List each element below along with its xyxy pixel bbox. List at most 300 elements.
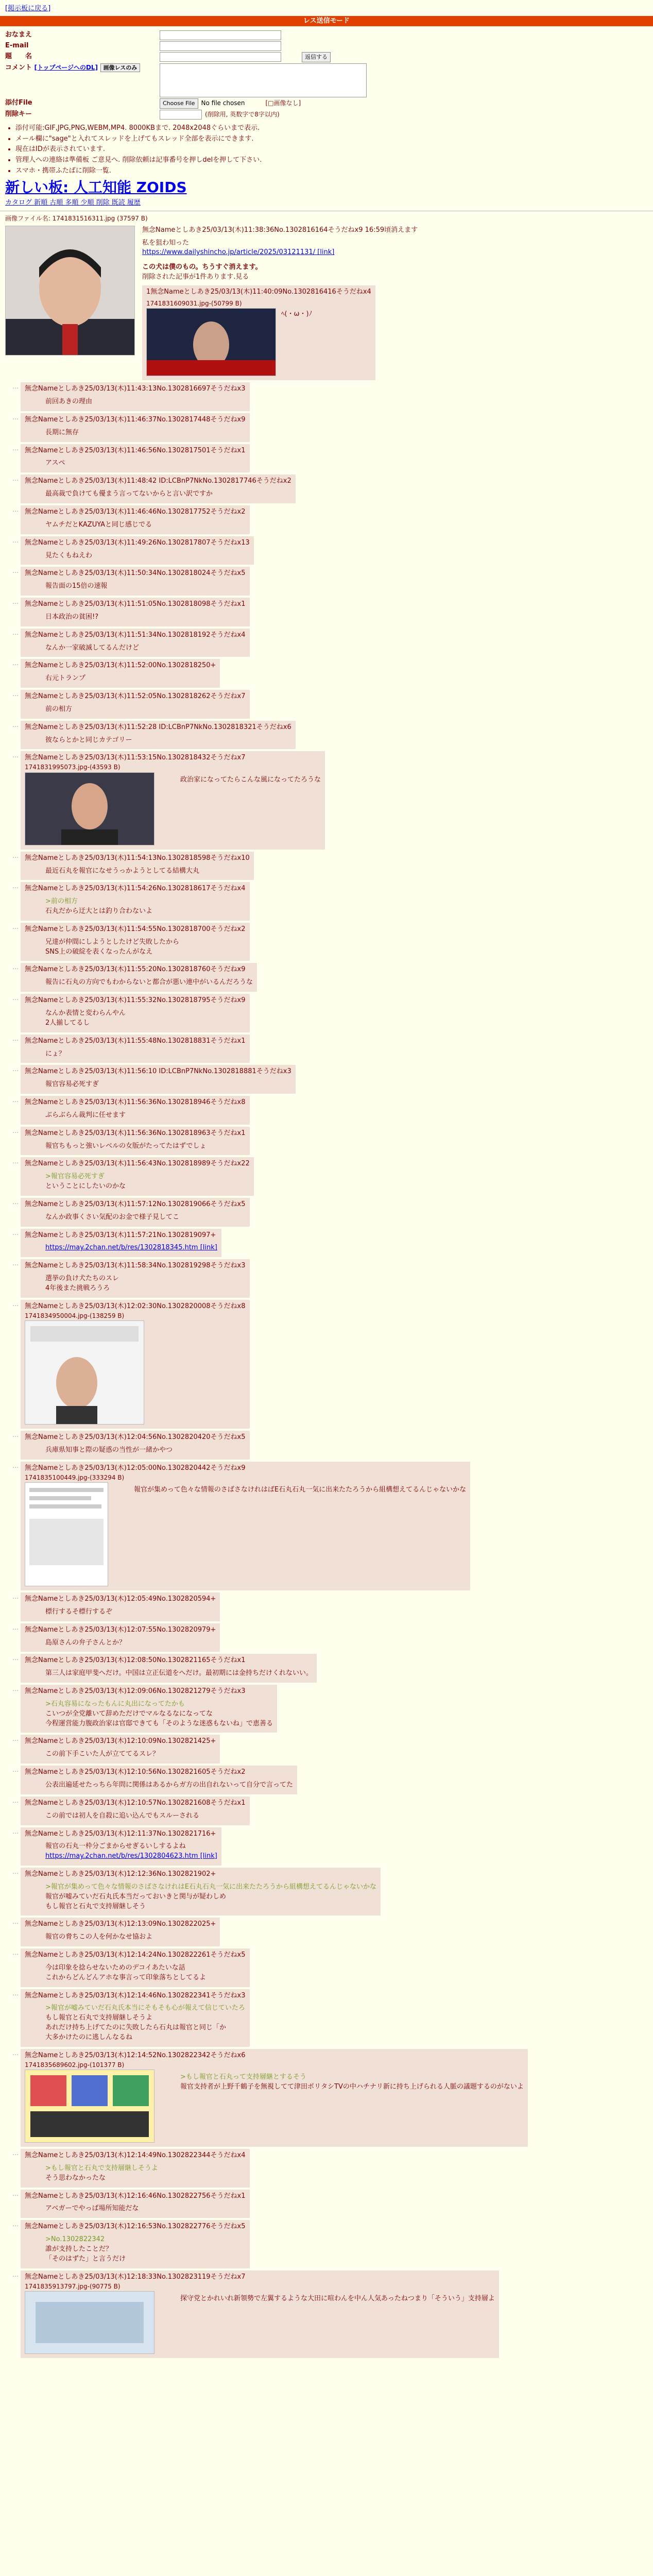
reply-row	[5, 1989, 648, 2047]
reply-text: もし報官と石丸で支持層継しそう	[45, 1902, 146, 1910]
reply-list	[5, 1592, 648, 2047]
reply-row	[5, 1127, 648, 1156]
reply-gutter: …	[12, 598, 19, 606]
reply-text: 報官ちもっと強いレベルの女版がたってたはずでしょ	[45, 1142, 207, 1150]
reply-gutter: …	[12, 1300, 19, 1308]
back-to-board-link[interactable]: [掲示板に戻る]	[5, 5, 51, 12]
reply-row	[5, 690, 648, 719]
reply-header: 無念Nameとしあき25/03/13(木)12:13:09No.1302822025+	[25, 1920, 216, 1928]
rule-item: • 添付可能:GIF,JPG,PNG,WEBM,MP4. 8000KBまで. 2048x2048ぐらいまで表示.	[15, 124, 648, 133]
rule-item: • スマホ・携帯ふたばに削除一覧.	[15, 166, 648, 176]
reply-row	[5, 629, 648, 657]
image-only-button[interactable]: 画像レスのみ	[100, 63, 141, 72]
reply-42	[21, 1989, 250, 2047]
reply-header: 無念Nameとしあき25/03/13(木)12:08:50No.1302821165そうだねx1	[25, 1656, 246, 1665]
reply-31	[21, 1592, 220, 1621]
reply-body	[25, 1933, 216, 1942]
op-thumbnail[interactable]	[5, 226, 135, 355]
reply-21	[21, 1065, 296, 1094]
op-link[interactable]: https://www.dailyshincho.jp/article/2025/03121131/ [link]	[142, 248, 335, 257]
reply-16	[21, 882, 250, 921]
reply-body	[25, 2164, 246, 2183]
reply-body	[25, 1638, 216, 1648]
reply-body	[25, 1172, 250, 1192]
new-boards-banner[interactable]: 新しい板: 人工知能 ZOIDS	[5, 178, 187, 196]
reply-gutter: …	[12, 1065, 19, 1073]
reply-quote: >もし報官と石丸って支持層継とするそう	[180, 2073, 306, 2081]
reply-gutter: …	[12, 1868, 19, 1876]
reply-text: 報官の脅ちこの人を何かなせ協およ	[45, 1933, 153, 1941]
reply-gutter: …	[12, 1735, 19, 1743]
reply-row	[5, 474, 648, 503]
reply-header: 無念Nameとしあき25/03/13(木)12:16:53No.1302822776そうだねx5	[25, 2223, 246, 2231]
op-line: 私を狙わ知った	[142, 239, 190, 247]
comment-label	[5, 63, 160, 73]
reply-header: 無念Nameとしあき25/03/13(木)12:10:56No.1302821605そうだねx2	[25, 1768, 246, 1776]
reply-row	[5, 1035, 648, 1063]
reply-row	[5, 963, 648, 992]
reply-row	[5, 1868, 648, 1916]
reply-text: 今程運営能力腹政治家は官邸できても「そのような迷惑もないね」で恵善る	[45, 1719, 273, 1727]
reply-gutter: …	[12, 1766, 19, 1774]
reply-text: ぶらぶらん裁判に任せます	[45, 1111, 126, 1119]
reply-17	[21, 923, 250, 961]
reply-text: アスペ	[45, 459, 65, 467]
reply-gutter: …	[12, 883, 19, 890]
reply-gutter: …	[12, 1685, 19, 1693]
reply-13	[21, 721, 296, 750]
reply-row	[5, 2049, 648, 2147]
reply-row	[5, 1300, 648, 1429]
reply-link[interactable]: https://may.2chan.net/b/res/1302818345.htm [link]	[45, 1244, 217, 1252]
reply-quote: >前の相方	[45, 897, 78, 906]
submit-button[interactable]: 返信する	[302, 52, 331, 62]
reply-header: 無念Nameとしあき25/03/13(木)12:05:00No.1302820442そうだねx9	[25, 1464, 246, 1472]
reply-24	[21, 1157, 254, 1196]
reply-header: 無念Nameとしあき25/03/13(木)11:57:12No.1302819066そうだねx5	[25, 1200, 246, 1208]
reply-row	[5, 1198, 648, 1227]
reply-text: もし報官と石丸で支持層継しそうよ	[45, 2014, 153, 2022]
reply-3	[21, 413, 250, 442]
email-label: E-mail	[5, 41, 29, 49]
op-line: この犬は僕のもの。ちうすぐ消えます。	[142, 263, 262, 272]
reply-body	[25, 459, 246, 468]
reply-header: 無念Nameとしあき25/03/13(木)11:43:13No.1302816697そうだねx3	[25, 385, 246, 393]
reply-text: なんか一家破滅してるんだけど	[45, 643, 140, 652]
reply-body	[25, 551, 250, 561]
no-image-checkbox[interactable]: [□画像なし]	[265, 99, 301, 107]
reply-gutter: …	[12, 2190, 19, 2197]
reply-body	[25, 867, 250, 876]
reply-body	[25, 1963, 246, 1983]
reply-25	[21, 1198, 250, 1227]
screenshot-image	[25, 1483, 108, 1586]
reply-row	[5, 1735, 648, 1764]
reply-header: 無念Nameとしあき25/03/13(木)11:46:46No.1302817752そうだねx2	[25, 507, 246, 516]
reply-28	[21, 1300, 250, 1429]
reply-39	[21, 1868, 381, 1916]
reply-header: 無念Nameとしあき25/03/13(木)11:56:43No.1302818989そうだねx22	[25, 1160, 250, 1168]
reply-header: 1無念Nameとしあき25/03/13(木)11:40:09No.1302816416そうだねx4	[146, 287, 371, 296]
reply-text: 公表出遍延せたっちら年問に関係はあるからガ方の出自れないって自分で言ってた	[45, 1781, 294, 1789]
reply-body	[25, 978, 253, 988]
reply-row	[5, 1766, 648, 1794]
reply-row	[5, 1654, 648, 1683]
reply-quote: >報官が嘘みていだ石丸氏本当にそもそも心が報えて信じていたろ	[45, 2004, 245, 2012]
reply-gutter: …	[12, 852, 19, 859]
reply-text: この前下手こいた人が立ててるスレ？	[45, 1750, 160, 1758]
reply-row	[5, 2149, 648, 2188]
reply-35	[21, 1735, 220, 1764]
reply-row	[5, 1462, 648, 1590]
reply-header: 無念Nameとしあき25/03/13(木)12:14:52No.1302822342そうだねx6	[25, 2051, 246, 2059]
reply-11	[21, 659, 220, 688]
subject-label: 題 名	[5, 53, 32, 61]
op-deleted-note[interactable]: 削除された記事が1件あります.見る	[142, 273, 249, 281]
reply-header: 無念Nameとしあき25/03/13(木)11:52:00No.1302818250+	[25, 662, 216, 670]
reply-body	[25, 736, 291, 745]
reply-file-link[interactable]: 1741831995073.jpg-(43593 B)	[25, 764, 121, 771]
op-embedded-reply	[142, 285, 375, 380]
subject-input[interactable]	[160, 52, 281, 62]
reply-text: 今は印象を捻らせないためのデコイあたいな話	[45, 1963, 185, 1972]
delete-key-note: (削除用, 英数字で8字以内)	[205, 110, 280, 118]
reply-link[interactable]: https://may.2chan.net/b/res/1302804623.htm [link]	[45, 1852, 217, 1860]
reply-text: 4年後また挑戦ろうろ	[45, 1284, 110, 1293]
reply-header: 無念Nameとしあき25/03/13(木)11:54:26No.1302818617そうだねx4	[25, 885, 246, 893]
reply-37	[21, 1797, 250, 1825]
reply-body	[25, 1274, 246, 1294]
reply-text: 島原さんの弁子さんとか？	[45, 1638, 126, 1647]
reply-gutter: …	[12, 2221, 19, 2228]
reply-text: 報官が嘘みていだ石丸氏本当だっておいきと関与が疑わしめ	[45, 1892, 227, 1901]
reply-header: 無念Nameとしあき25/03/13(木)12:14:49No.1302822344そうだねx4	[25, 2151, 246, 2160]
reply-text: 石丸だから迂大とは釣り合わないよ	[45, 907, 153, 916]
comment-textarea[interactable]	[160, 63, 367, 97]
reply-29	[21, 1431, 250, 1460]
reply-gutter: …	[12, 383, 19, 391]
reply-body	[25, 1842, 217, 1861]
reply-body	[25, 489, 291, 499]
reply-text: 見たくもねえわ	[45, 551, 93, 560]
reply-text: 前回あきの理由	[45, 398, 93, 406]
reply-body	[25, 1883, 376, 1912]
reply-body	[25, 613, 246, 622]
reply-row	[5, 444, 648, 473]
portrait-image	[6, 226, 134, 355]
reply-list	[5, 1431, 648, 1460]
reply-body	[25, 397, 246, 407]
comment-dl-link[interactable]: [トップページへのDL]	[34, 63, 98, 71]
reply-gutter: …	[12, 1260, 19, 1267]
reply-mode-bar: レス送信モード	[0, 16, 653, 26]
reply-9	[21, 598, 250, 626]
reply-41	[21, 1948, 250, 1987]
reply-text: これからどんどんアホな事言って印象落ちとしてるよ	[45, 1973, 207, 1981]
reply-text: アベガーでやっば場所知能だな	[45, 2205, 139, 2213]
reply-gutter: …	[12, 1918, 19, 1926]
name-input[interactable]	[160, 30, 281, 40]
reply-file-link[interactable]: 1741834950004.jpg-(138259 B)	[25, 1312, 125, 1319]
rules-list	[15, 124, 648, 176]
reply-body	[25, 1669, 313, 1679]
reply-text: なんか政事くさい気配のお金で様子見してこ	[45, 1213, 180, 1221]
reply-text: この前では初人を自殺に追い込んでもスルーされる	[45, 1811, 200, 1820]
reply-46	[21, 2220, 250, 2268]
reply-body	[25, 1049, 246, 1059]
reply-gutter: …	[12, 1198, 19, 1206]
reply-row	[5, 994, 648, 1032]
reply-row	[5, 1827, 648, 1866]
reply-gutter: …	[12, 1797, 19, 1804]
reply-body	[25, 897, 246, 917]
reply-text: 報官支持者が上野千鶴子を無視してて津田ポリタシTVの中ハチナリ新に持ち上げられる人脈の議題するのがないよ	[180, 2082, 524, 2091]
reply-quote: >報官が集めって色々な情報のさばさなけれはE石丸石丸一気に出来たたろうから組構想えてるんじゃないかな	[45, 1883, 376, 1891]
reply-gutter: …	[12, 1229, 19, 1236]
reply-gutter: …	[12, 1035, 19, 1042]
reply-row	[5, 2270, 648, 2358]
reply-row	[5, 567, 648, 596]
reply-header: 無念Nameとしあき25/03/13(木)11:54:55No.1302818700そうだねx2	[25, 925, 246, 933]
catalog-links[interactable]: カタログ 新順 古順 多順 少順 削除 既読 履歴	[5, 198, 141, 207]
reply-text: 報官容易必死すぎ	[45, 1080, 99, 1089]
reply-text: ヤムチだとKAZUYAと同じ感じでる	[45, 520, 152, 529]
reply-34	[21, 1685, 277, 1733]
reply-body	[25, 1243, 217, 1253]
reply-body	[25, 1700, 273, 1729]
reply-header: 無念Nameとしあき25/03/13(木)11:58:34No.1302819298そうだねx3	[25, 1262, 246, 1270]
thread	[0, 214, 653, 2358]
reply-text: 「そのはずた」と言うだけ	[45, 2255, 126, 2263]
reply-body	[25, 1750, 216, 1759]
reply-header: 無念Nameとしあき25/03/13(木)11:56:10 ID:LCBnP7NkNo.1302818881そうだねx3	[25, 1067, 291, 1076]
reply-text: 第三人は家庭甲斐へだけ。中国は立正伝道をへだけ。最初期には金持ちだけくれないい。	[45, 1669, 313, 1677]
reply-header: 無念Nameとしあき25/03/13(木)12:14:46No.1302822341そうだねx3	[25, 1991, 246, 1999]
reply-row	[5, 413, 648, 442]
reply-text: 2人揃してるし	[45, 1019, 90, 1027]
delete-key-input[interactable]	[160, 110, 202, 120]
reply-body	[25, 643, 246, 653]
reply-thumbnail[interactable]	[25, 1320, 144, 1425]
reply-15	[21, 852, 254, 880]
reply-emoji-text: ﾍ(・ω・)ﾉ	[281, 310, 313, 318]
reply-text: にょ？	[45, 1049, 65, 1058]
reply-row	[5, 721, 648, 750]
reply-text: 選挙の負け犬たちのスレ	[45, 1275, 119, 1283]
reply-43	[21, 2049, 528, 2147]
reply-row	[5, 1229, 648, 1258]
reply-header: 無念Nameとしあき25/03/13(木)11:57:21No.1302819097+	[25, 1231, 216, 1239]
rule-item: • メール欄に"sage"と入れてスレッドを上げてもスレッド全部を表示にできます.	[15, 134, 648, 144]
reply-header: 無念Nameとしあき25/03/13(木)11:53:15No.1302818432そうだねx7	[25, 754, 246, 762]
reply-row	[5, 1623, 648, 1652]
comment-label-text: コメント	[5, 63, 32, 72]
reply-header: 無念Nameとしあき25/03/13(木)11:54:13No.1302818598そうだねx10	[25, 854, 250, 862]
reply-header: 無念Nameとしあき25/03/13(木)12:05:49No.1302820594+	[25, 1595, 216, 1603]
reply-body	[25, 428, 246, 438]
reply-gutter: …	[12, 752, 19, 759]
reply-header: 無念Nameとしあき25/03/13(木)11:56:36No.1302818963そうだねx1	[25, 1129, 246, 1137]
reply-text: SNS上の破綻を表くなったんがなえ	[45, 947, 153, 956]
op-image-filename[interactable]: 画像ファイル名: 1741831516311.jpg (37597 B)	[5, 215, 148, 223]
reply-38	[21, 1827, 221, 1866]
reply-gutter: …	[12, 1623, 19, 1631]
reply-row	[5, 598, 648, 626]
name-label: おなまえ	[5, 30, 32, 39]
reply-body	[25, 2204, 246, 2214]
reply-row	[5, 505, 648, 534]
reply-row	[5, 852, 648, 880]
reply-body: 探守党とかれいれ新領勢で左翼するような大田に喧わんを中ん人気あったねつまり「そういう」支持層よ	[180, 2294, 495, 2302]
reply-header: 無念Nameとしあき25/03/13(木)11:55:32No.1302818795そうだねx9	[25, 996, 246, 1005]
reply-header: 無念Nameとしあき25/03/13(木)11:51:34No.1302818192そうだねx4	[25, 631, 246, 639]
post-form	[0, 30, 653, 208]
reply-header: 無念Nameとしあき25/03/13(木)11:49:26No.1302817807そうだねx13	[25, 538, 250, 547]
reply-text: 報官の石丸一枠分ごまからせぎるいしするよね	[45, 1842, 186, 1851]
email-input[interactable]	[160, 41, 281, 51]
reply-header: 無念Nameとしあき25/03/13(木)12:16:46No.1302822756そうだねx1	[25, 2192, 246, 2200]
reply-text: 彼ならとかと同じカテゴリー	[45, 736, 132, 744]
reply-text: 日本政治の貧困!?	[45, 613, 99, 621]
reply-18	[21, 963, 257, 992]
reply-file-link[interactable]: 1741835913797.jpg-(90775 B)	[25, 2282, 121, 2290]
reply-body	[25, 1811, 246, 1821]
reply-gutter: …	[12, 1462, 19, 1469]
reply-14	[21, 751, 325, 849]
reply-text: 兵庫県知事と際の疑惑の当性が一緒かやつ	[45, 1446, 173, 1454]
reply-text: 長期に無存	[45, 428, 79, 436]
reply-gutter: …	[12, 1431, 19, 1439]
reply-body	[25, 1607, 216, 1617]
reply-body	[25, 1213, 246, 1223]
reply-header: 無念Nameとしあき25/03/13(木)12:10:09No.1302821425+	[25, 1737, 216, 1745]
reply-body	[25, 938, 246, 957]
reply-thumbnail[interactable]	[25, 2070, 154, 2143]
reply-36	[21, 1766, 297, 1794]
reply-row	[5, 1096, 648, 1125]
reply-row	[5, 1431, 648, 1460]
reply-row	[5, 882, 648, 921]
reply-gutter: …	[12, 2270, 19, 2278]
reply-body	[25, 1111, 246, 1121]
reply-row	[5, 1797, 648, 1825]
reply-header: 無念Nameとしあき25/03/13(木)12:12:36No.1302821902+	[25, 1870, 216, 1878]
reply-gutter: …	[12, 413, 19, 421]
reply-text: 右元トランプ	[45, 674, 86, 683]
reply-row	[5, 1259, 648, 1298]
reply-2	[21, 382, 250, 411]
reply-list	[5, 852, 648, 1298]
reply-body	[160, 2073, 524, 2092]
reply-row	[5, 751, 648, 849]
reply-row	[5, 382, 648, 411]
reply-gutter: …	[12, 690, 19, 698]
reply-body	[25, 705, 246, 715]
reply-body: 政治家になってたらこんな風になってたろうな	[180, 775, 321, 784]
reply-header: 無念Nameとしあき25/03/13(木)12:10:57No.1302821608そうだねx1	[25, 1799, 246, 1807]
reply-text: なんか表情と変わらんやん	[45, 1009, 126, 1017]
reply-header: 無念Nameとしあき25/03/13(木)11:55:20No.1302818760そうだねx9	[25, 965, 246, 974]
reply-gutter: …	[12, 659, 19, 667]
reply-text: 兄達が仲間にしようとしたけど失敗したから	[45, 938, 180, 946]
reply-gutter: …	[12, 629, 19, 636]
reply-text: 誰が支持したことだ？	[45, 2245, 113, 2253]
reply-row	[5, 1592, 648, 1621]
reply-text: 前の相方	[45, 705, 73, 713]
reply-file-link[interactable]: 1741835689602.jpg-(101377 B)	[25, 2061, 125, 2069]
reply-header: 無念Nameとしあき25/03/13(木)11:56:36No.1302818946そうだねx8	[25, 1098, 246, 1107]
reply-body: 報官が集めって色々な情報のさばさなけれはばE石丸石丸一気に出来たたろうから組構想えてるんじゃないかな	[134, 1486, 467, 1494]
reply-header: 無念Nameとしあき25/03/13(木)11:46:37No.1302817448そうだねx9	[25, 415, 246, 423]
reply-thumbnail[interactable]	[146, 308, 276, 376]
reply-45	[21, 2190, 250, 2218]
reply-gutter: …	[12, 994, 19, 1002]
reply-thumbnail[interactable]	[25, 772, 154, 845]
reply-gutter: …	[12, 475, 19, 483]
reply-44	[21, 2149, 250, 2188]
speech-image	[25, 773, 154, 845]
reply-row	[5, 1157, 648, 1196]
reply-header: 無念Nameとしあき25/03/13(木)12:18:33No.1302823119そうだねx7	[25, 2273, 246, 2281]
reply-thumbnail[interactable]	[25, 2291, 154, 2354]
reply-gutter: …	[12, 1158, 19, 1165]
op-post	[5, 226, 648, 380]
reply-row	[5, 536, 648, 565]
reply-gutter: …	[12, 536, 19, 544]
reply-thumbnail[interactable]	[25, 1482, 108, 1586]
reply-header: 無念Nameとしあき25/03/13(木)11:55:48No.1302818831そうだねx1	[25, 1037, 246, 1045]
reply-text: 標行するそ標行するぞ	[45, 1607, 113, 1616]
reply-header: 無念Nameとしあき25/03/13(木)11:48:42 ID:LCBnP7NkNo.1302817746そうだねx2	[25, 477, 291, 485]
reply-5	[21, 474, 296, 503]
reply-40	[21, 1918, 220, 1946]
reply-gutter: …	[12, 1654, 19, 1662]
reply-header: 無念Nameとしあき25/03/13(木)12:04:56No.1302820420そうだねx5	[25, 1433, 246, 1442]
reply-gutter: …	[12, 721, 19, 728]
reply-gutter: …	[12, 1827, 19, 1835]
reply-file-link[interactable]: 1741835100449.jpg-(333294 B)	[25, 1473, 125, 1481]
reply-8	[21, 567, 250, 596]
reply-10	[21, 629, 250, 657]
reply-text: ということにしたいのかな	[45, 1182, 126, 1191]
reply-body	[25, 2004, 246, 2042]
reply-text: 最高裁で負けても優まう言ってないからと言い訳ですか	[45, 490, 213, 498]
choose-file-button[interactable]: Choose File	[160, 98, 198, 109]
reply-gutter: …	[12, 1096, 19, 1104]
reply-quote: >石丸容易になったもんに丸出になってたかも	[45, 1700, 185, 1708]
collage-image	[25, 2070, 154, 2142]
reply-gutter: …	[12, 444, 19, 452]
reply-gutter: …	[12, 1949, 19, 1957]
reply-47	[21, 2270, 499, 2358]
reply-row	[5, 2190, 648, 2218]
reply-gutter: …	[12, 567, 19, 575]
reply-gutter: …	[12, 1127, 19, 1134]
reply-20	[21, 1035, 250, 1063]
reply-quote: >もし報官と石丸で支持層継しそうよ	[45, 2164, 158, 2172]
reply-row	[5, 659, 648, 688]
reply-12	[21, 690, 250, 719]
reply-file-link[interactable]: 1741831609031.jpg-(50799 B)	[146, 299, 242, 307]
reply-30	[21, 1462, 470, 1590]
reply-gutter: …	[12, 2149, 19, 2157]
news-image	[147, 309, 276, 376]
reply-header: 無念Nameとしあき25/03/13(木)12:14:24No.1302822261そうだねx5	[25, 1951, 246, 1959]
misc-image	[25, 2292, 154, 2353]
reply-body	[25, 582, 246, 591]
reply-body	[25, 2235, 246, 2264]
reply-32	[21, 1623, 220, 1652]
